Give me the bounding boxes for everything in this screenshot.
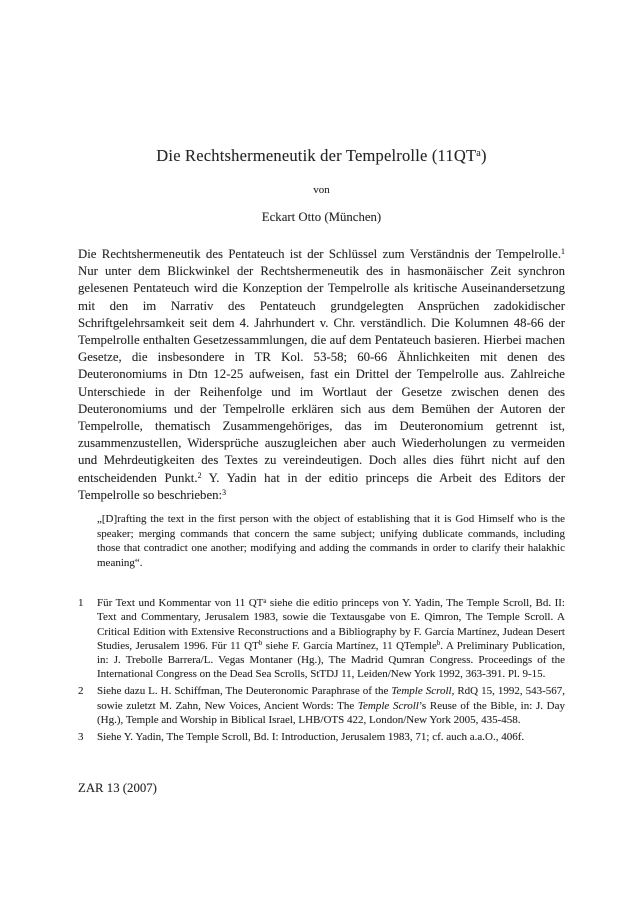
footnote-text: Für Text und Kommentar von 11 $QT^a$ siehe die editio princeps von Y. Yadin, The Temple Scroll, Bd. II: Text and Commentary, Jerusalem 1983, sowie die Textausgabe von E. Qimron, The Temple Scroll. A Critical Edition with Extensive Reconstructions and a Bibliography by F. García Martínez, Judean Desert Studies, Jerusalem 1996. Für 11 $QT^b$ siehe F. García Martínez, 11 QTemple$^b$. A Preliminary Publication, in: J. Trebolle Barrera/L. Vegas Montaner (Hg.), The Madrid Qumran Congress. Proceedings of the International Congress on the Dead Sea Scrolls, StTDJ 11, Leiden/New York 1992, 363-391. Pl. 9-15. [97,597,566,681]
footnotes-section [78,596,565,746]
footnote-number: 2 [78,685,84,698]
footnote-2 [78,684,565,727]
footnote-text: Siehe dazu L. H. Schiffman, The Deuteronomic Paraphrase of the Temple Scroll, RdQ 15, 1992, 543-567, sowie zuletzt M. Zahn, New Voices, Ancient Words: The Temple Scroll’s Reuse of the Bible, in: J. Day (Hg.), Temple and Worship in Biblical Israel, LHB/OTS 422, London/New York 2005, 435-458. [97,685,566,726]
byline: von [313,184,330,196]
body-paragraph: Die Rechtshermeneutik des Pentateuch ist der Schlüssel zum Verständnis der Tempelrolle.$^1$ Nur unter dem Blickwinkel der Rechtshermeneutik des in hasmonäischer Zeit synchron gelesenen Pentateuch wird die Konzeption der Tempelrolle als kritische Auseinandersetzung mit den im Narrativ des Pentateuch grundgelegten Ansprüchen zadokidischer Schriftgelehrsamkeit seit dem 4. Jahrhundert v. Chr. verständlich. Die Kolumnen 48-66 der Tempelrolle enthalten Gesetzessammlungen, die auf dem Pentateuch basieren. Hierbei machen Gesetze, die insbesondere in TR Kol. 53-58; 60-66 Ähnlichkeiten mit denen des Deuteronomiums in Dtn 12-25 aufweisen, fast ein Drittel der Tempelrolle aus. Zahlreiche Unterschiede in der Reihenfolge und im Wortlaut der Gesetze zwischen denen des Deuteronomiums und der Tempelrolle erklären sich aus dem Bemühen der Autoren der Tempelrolle, thematisch Zusammengehöriges, das im Deuteronomium getrennt ist, zusammenzustellen, Widersprüche auszugleichen aber auch Wiederholungen zu vermeiden und Mehrdeutigkeiten des Textes zu vereindeutigen. Doch alles dies führt nicht auf den entscheidenden Punkt.$^2$ Y. Yadin hat in der editio princeps die Arbeit des Editors der Tempelrolle so beschrieben:$^3$ [78,247,565,502]
footnote-text: Siehe Y. Yadin, The Temple Scroll, Bd. I: Introduction, Jerusalem 1983, 71; cf. auch a.a.O., 406f. [97,730,525,743]
author-line: Eckart Otto (München) [261,210,382,224]
footnote-3 [78,730,565,744]
journal-citation: ZAR 13 (2007) [78,781,157,795]
block-quote: „[D]rafting the text in the first person with the object of establishing that it is God Himself who is the speaker; merging commands that concern the same subject; unifying dublicate commands, including those that contradict one another; modifying and adding the commands in order to clarify their halakhic meaning“. [97,513,565,569]
footnote-number: 1 [78,597,84,609]
footnote-number: 3 [78,730,84,743]
article-title: Die Rechtshermeneutik der Tempelrolle $(11QT^a)$ [156,146,487,165]
footnote-1 [78,596,565,682]
